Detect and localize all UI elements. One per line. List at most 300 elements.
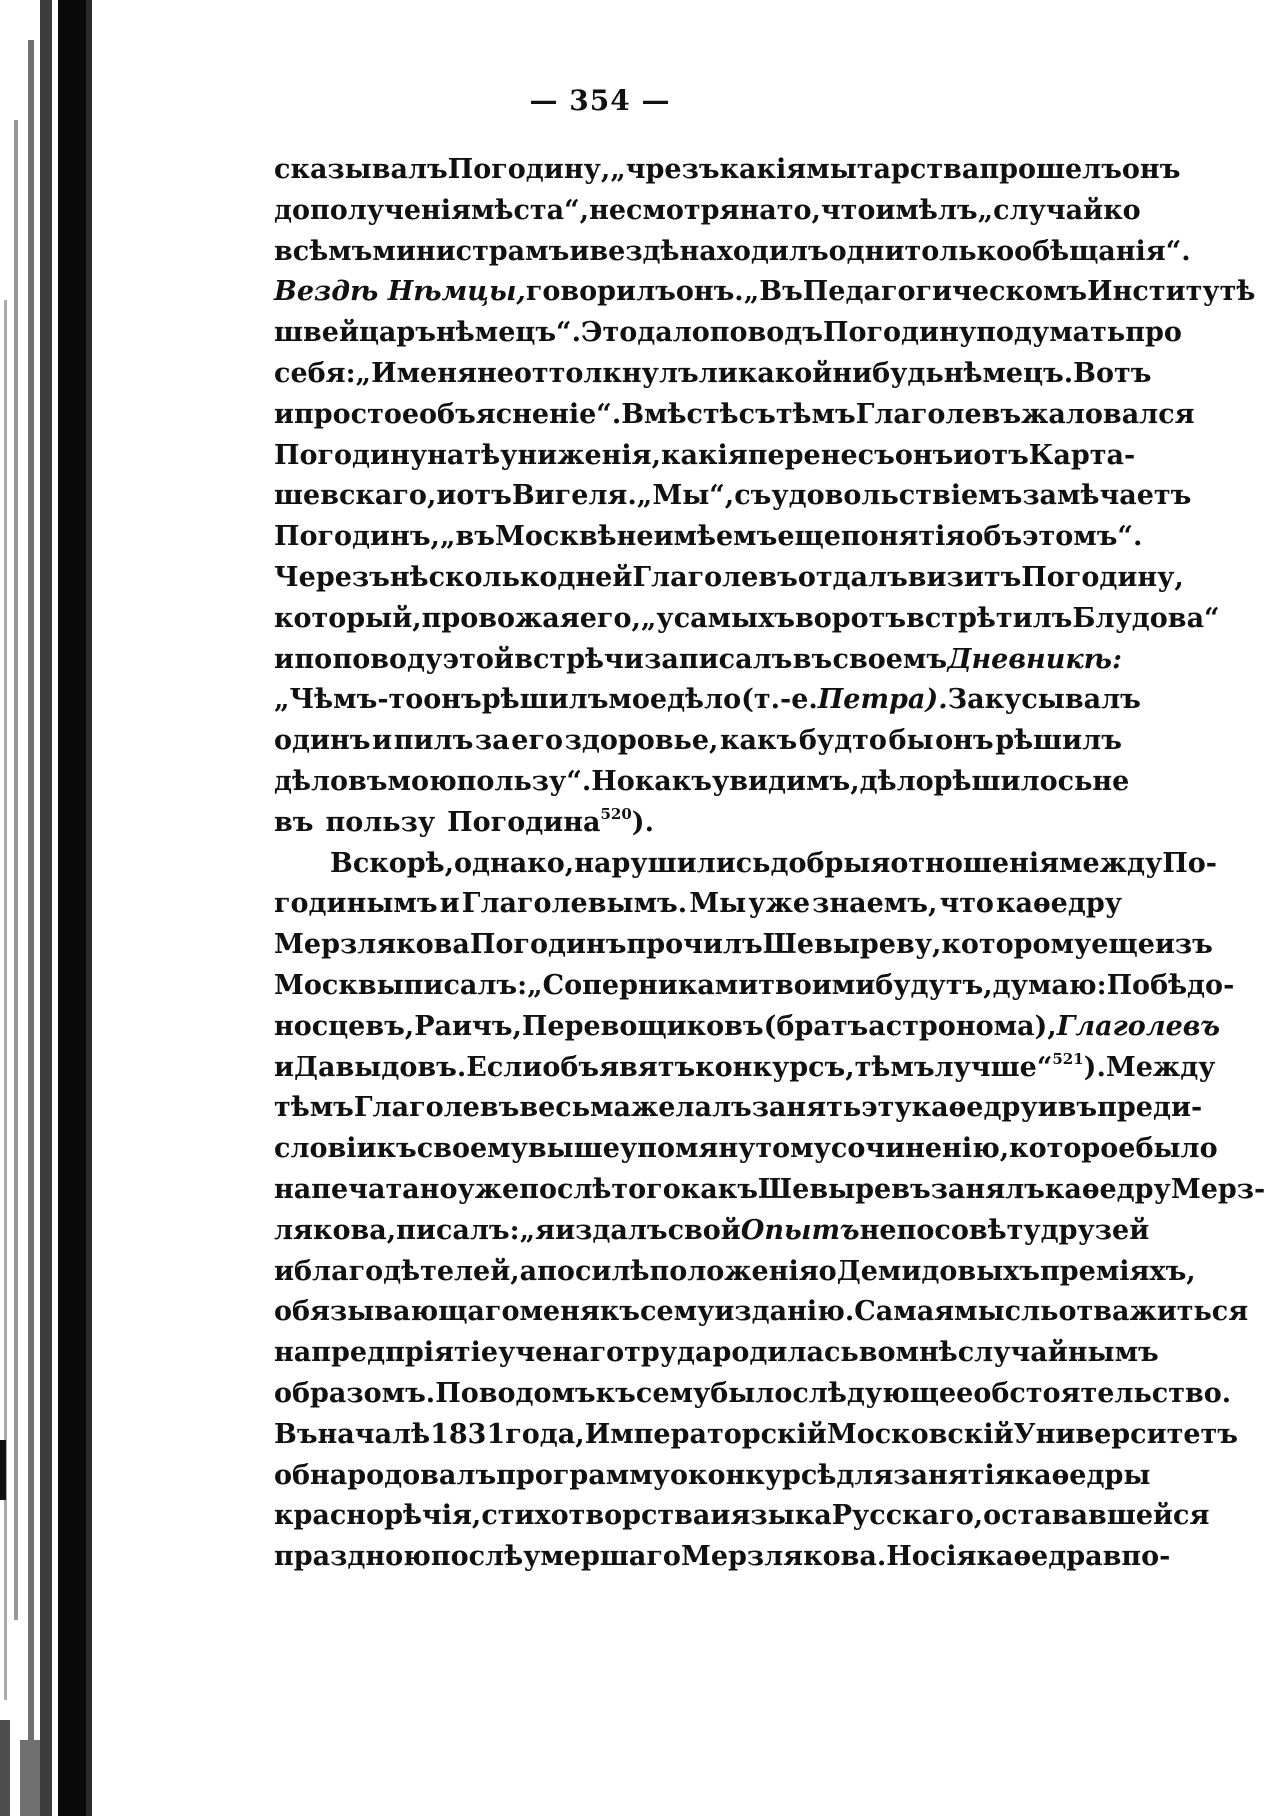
word	[608, 680, 667, 721]
word	[670, 1456, 688, 1497]
word	[695, 1048, 854, 1089]
word	[1057, 1007, 1220, 1048]
word-text: знаемъ,	[812, 888, 938, 920]
text-line	[274, 803, 1122, 844]
word	[792, 1374, 973, 1415]
word-text: ученаго	[498, 1337, 625, 1369]
word	[739, 395, 776, 436]
word-text: было	[1135, 1133, 1218, 1165]
word-text: Вездѣ Нѣмцы,	[274, 276, 526, 308]
text-line	[274, 1292, 1249, 1333]
word	[714, 1292, 854, 1333]
word	[435, 1374, 595, 1415]
word	[640, 1292, 714, 1333]
word-text: Дневникѣ:	[947, 643, 1122, 675]
word	[448, 150, 611, 191]
word	[827, 1415, 1014, 1456]
word	[763, 925, 942, 966]
word-text: преміяхъ,	[1040, 1255, 1196, 1287]
word	[935, 721, 993, 762]
word	[496, 1456, 670, 1497]
word-text: мытарства	[806, 154, 980, 185]
word	[569, 232, 589, 273]
word	[752, 1088, 862, 1129]
word	[897, 1211, 935, 1252]
word	[1107, 966, 1235, 1007]
word-text: „въ	[439, 521, 495, 553]
word	[734, 476, 771, 517]
word	[896, 1333, 958, 1374]
word	[414, 1007, 522, 1048]
word	[635, 762, 712, 803]
word	[973, 1374, 1231, 1415]
word-text: на	[739, 194, 777, 226]
word-text: и	[274, 643, 295, 675]
word	[427, 436, 464, 477]
word	[519, 1170, 611, 1211]
word	[958, 1333, 1159, 1374]
word-text: Мерзлякова	[274, 929, 470, 961]
word-text: не	[1092, 765, 1130, 797]
word-text: пользу“.	[456, 765, 592, 797]
word-text: которому	[941, 929, 1092, 961]
word	[1058, 1088, 1097, 1129]
word-text: еще	[1091, 929, 1155, 961]
word-text: твоими	[758, 969, 876, 1001]
word	[274, 1333, 311, 1374]
word-text: которое	[1009, 1133, 1136, 1165]
word	[274, 191, 310, 232]
word-text: Блудова“	[1072, 602, 1220, 634]
word-text: этомъ“.	[1022, 521, 1143, 553]
word-text: во	[858, 1337, 896, 1369]
word	[764, 1007, 869, 1048]
word-text: Погодину,	[447, 154, 611, 185]
word-text: праздною	[274, 1541, 431, 1573]
word-text: тѣмъ	[775, 398, 856, 430]
word	[860, 1211, 897, 1252]
word	[617, 517, 654, 558]
word	[574, 844, 770, 885]
word-text: удовольствіемъ	[771, 480, 1023, 512]
word-text: и	[274, 398, 295, 430]
word-text: и	[274, 1051, 295, 1083]
text-line	[274, 721, 1122, 762]
word	[1022, 476, 1191, 517]
word	[738, 354, 833, 395]
word-text: на	[274, 1337, 312, 1369]
word-text: какія	[661, 439, 748, 471]
word-text: Московскій	[826, 1418, 1014, 1450]
word-text: каѳедру	[1044, 1173, 1171, 1205]
word	[1014, 1415, 1238, 1456]
word	[965, 517, 1022, 558]
word-text: языка	[730, 1500, 832, 1532]
word-text: каѳедра	[976, 1541, 1103, 1573]
word	[528, 1129, 831, 1170]
word	[856, 395, 1021, 436]
word	[1014, 232, 1191, 273]
word-text: астронома),	[868, 1010, 1057, 1042]
word-text: здоровье,	[564, 725, 719, 757]
word-text: въ	[274, 806, 314, 838]
word-text: Институтѣ	[1087, 276, 1256, 308]
word-text: для	[836, 1459, 894, 1491]
word-text: (т.-е.	[741, 684, 818, 716]
word	[333, 640, 443, 681]
word-text: преди-	[1097, 1092, 1203, 1124]
word-text: будутъ,	[875, 969, 993, 1001]
word	[1059, 844, 1162, 885]
word	[674, 599, 795, 640]
word-text: простое	[294, 398, 420, 430]
word	[831, 1129, 1009, 1170]
body-text	[274, 150, 1265, 1578]
word-text: онъ	[423, 684, 482, 716]
word	[741, 680, 818, 721]
word	[793, 640, 832, 681]
word	[720, 721, 797, 762]
word-text: сему	[640, 1296, 715, 1328]
word	[310, 191, 471, 232]
word	[274, 436, 427, 477]
word	[274, 762, 348, 803]
text-line	[274, 1088, 1203, 1129]
text-line	[274, 476, 1192, 517]
word-text: Петра).	[817, 684, 948, 716]
word-text: вездѣ	[589, 235, 680, 267]
word	[575, 1252, 650, 1293]
word-text: Но	[591, 765, 635, 797]
word	[589, 191, 739, 232]
word-text: Вигеля.	[511, 480, 637, 512]
word	[274, 1048, 294, 1089]
word	[803, 272, 1087, 313]
word	[995, 721, 1122, 762]
word-text: по	[294, 643, 333, 675]
word	[419, 395, 621, 436]
word-text: въ	[1057, 1092, 1098, 1124]
word-text: случайнымъ	[957, 1337, 1159, 1369]
word	[1091, 925, 1155, 966]
word	[514, 640, 644, 681]
word	[527, 966, 758, 1007]
word	[294, 1048, 466, 1089]
word	[621, 395, 738, 436]
word	[836, 1456, 893, 1497]
word	[744, 272, 803, 313]
word-text: носцевъ,	[274, 1010, 415, 1042]
word-text: Демидовыхъ	[836, 1255, 1040, 1287]
word	[632, 558, 797, 599]
word-text: положенія	[649, 1255, 819, 1287]
text-line	[274, 1007, 1221, 1048]
word	[422, 599, 580, 640]
word	[1022, 517, 1142, 558]
word	[941, 925, 1091, 966]
word-text: рѣшилъ	[995, 725, 1122, 757]
word-text: по	[896, 1214, 935, 1246]
word-text: ли	[698, 357, 738, 389]
text-line	[274, 517, 1143, 558]
word	[730, 1496, 831, 1537]
word-text: министрамъ	[372, 235, 570, 267]
word-text: слѣдующее	[792, 1377, 974, 1409]
word	[748, 884, 810, 925]
word-text: по	[537, 1255, 575, 1287]
word-text: благодѣтелей,	[294, 1255, 520, 1287]
word-text: про	[1125, 317, 1182, 349]
word	[668, 1211, 741, 1252]
word	[294, 1252, 520, 1293]
word	[798, 558, 908, 599]
word-text: вышеупомянутому	[527, 1133, 831, 1165]
word-text: меня	[519, 1296, 600, 1328]
word-text: Педагогическомъ	[802, 276, 1088, 308]
word-text: дѣло	[667, 684, 742, 716]
word-text: о	[669, 1459, 688, 1491]
word-text: занять	[751, 1092, 862, 1124]
word	[973, 436, 1028, 477]
word-text: стихотворства	[481, 1500, 711, 1532]
word-text: обстоятельство.	[973, 1377, 1232, 1409]
text-line	[274, 1333, 1159, 1374]
footnote-marker: 520	[600, 804, 632, 823]
word-text: и	[436, 480, 457, 512]
word	[806, 150, 979, 191]
word	[681, 1170, 758, 1211]
word	[818, 680, 948, 721]
word	[477, 354, 514, 395]
word-text: Мерзлякова.	[680, 1541, 887, 1573]
word	[893, 1456, 1014, 1497]
text-line	[274, 599, 1220, 640]
word	[931, 1170, 1045, 1211]
word	[274, 395, 294, 436]
word	[649, 1252, 818, 1293]
word	[294, 395, 419, 436]
word-text: то,	[776, 194, 821, 226]
word-text: сему	[635, 1377, 711, 1409]
word-text: меня	[396, 357, 477, 389]
word	[637, 313, 710, 354]
word	[758, 966, 875, 1007]
word-text: обѣщанія“.	[1014, 235, 1191, 267]
word-text: Погодинъ,	[274, 521, 440, 553]
word-text: себя:	[274, 357, 356, 389]
word	[888, 721, 933, 762]
word-text: провожая	[421, 602, 580, 634]
text-line	[274, 1252, 1196, 1293]
word-text: встрѣчи	[514, 643, 644, 675]
word-text: труда	[624, 1337, 713, 1369]
word	[591, 762, 635, 803]
word	[1045, 1170, 1171, 1211]
word-text: на	[427, 439, 465, 471]
word-text: началѣ	[317, 1418, 431, 1450]
word-text: Карта-	[1028, 439, 1136, 471]
word	[860, 762, 934, 803]
word	[274, 1292, 519, 1333]
word	[397, 354, 477, 395]
text-line	[274, 1456, 1151, 1497]
word	[440, 884, 460, 925]
text-line	[274, 1496, 1210, 1537]
text-line	[274, 232, 1191, 273]
text-line	[274, 884, 1122, 925]
word	[430, 1415, 505, 1456]
word	[1015, 1456, 1151, 1497]
word	[274, 721, 371, 762]
word-text: какой	[737, 357, 833, 389]
word-text: Погодину,	[1021, 561, 1184, 593]
word-text: нѣмецъ“.	[436, 317, 581, 349]
word-text: своему	[416, 1133, 528, 1165]
word-text: нѣмецъ.	[943, 357, 1074, 389]
word	[812, 884, 937, 925]
word	[895, 436, 953, 477]
word-text: друзей	[1040, 1214, 1150, 1246]
word	[829, 232, 905, 273]
word	[978, 191, 1104, 232]
word	[274, 150, 448, 191]
word-text: и	[569, 235, 590, 267]
word	[712, 762, 860, 803]
footnote-close: ).	[1083, 1051, 1106, 1083]
word-text: отдалъ	[797, 561, 908, 593]
word	[644, 640, 792, 681]
word-text: изъ	[1154, 929, 1213, 961]
word-text: По-	[1162, 847, 1217, 879]
word-text: Университетъ	[1013, 1418, 1238, 1450]
word	[983, 1496, 1209, 1537]
word-text: мысль	[954, 1296, 1059, 1328]
word-text: отъ	[456, 480, 512, 512]
word-text: обнародовалъ	[274, 1459, 497, 1491]
word	[777, 191, 821, 232]
word	[417, 1129, 528, 1170]
word	[377, 1129, 417, 1170]
word-text: программу	[496, 1459, 670, 1491]
word-text: Мерз-	[1170, 1173, 1265, 1205]
word-text: воротъ	[794, 602, 907, 634]
word	[610, 150, 719, 191]
word	[890, 844, 1059, 885]
word	[274, 1496, 481, 1537]
word	[443, 640, 514, 681]
word	[274, 1252, 294, 1293]
word	[1162, 844, 1217, 885]
word-text: и	[1037, 1092, 1058, 1124]
word-text: Императорскій	[584, 1418, 827, 1450]
word-text: Раичъ,	[414, 1010, 522, 1042]
text-line	[274, 272, 1256, 313]
word-text: Побѣдо-	[1106, 969, 1235, 1001]
word	[557, 558, 632, 599]
page-number: — 354 —	[529, 84, 671, 117]
word-text: Черезъ	[274, 561, 390, 593]
word-text: совѣту	[934, 1214, 1041, 1246]
word	[447, 803, 654, 844]
word	[482, 680, 609, 721]
word	[912, 1088, 1038, 1129]
word-text: увидимъ,	[711, 765, 860, 797]
word-text: имѣлъ	[875, 194, 978, 226]
word-text: и	[274, 1255, 295, 1287]
word-text: предпріятіе	[311, 1337, 499, 1369]
word	[832, 1496, 983, 1537]
word	[274, 232, 372, 273]
word	[654, 517, 778, 558]
word	[498, 1333, 624, 1374]
word-text: жаловался	[1021, 398, 1195, 430]
word	[1155, 925, 1213, 966]
word	[565, 721, 719, 762]
word-text: того	[611, 1173, 681, 1205]
word-text: „Въ	[743, 276, 803, 308]
word	[1106, 1048, 1216, 1089]
word-text: какія	[719, 154, 807, 185]
word	[522, 1007, 764, 1048]
text-line	[274, 966, 1235, 1007]
word-text: самыхъ	[673, 602, 795, 634]
word-text: тѣмъ	[274, 1092, 354, 1124]
word	[993, 966, 1107, 1007]
word-text: его,	[579, 602, 641, 634]
word	[720, 150, 807, 191]
word-text: нибудь	[832, 357, 944, 389]
word-text: каѳедру	[996, 888, 1122, 920]
word-text: мнѣ	[895, 1337, 958, 1369]
word-text: Погодину	[823, 317, 977, 349]
word-text: пилъ	[393, 725, 474, 757]
word-text: Самая	[854, 1296, 955, 1328]
word	[274, 313, 436, 354]
word	[833, 640, 948, 681]
word-text: и	[439, 888, 460, 920]
word-text: и	[710, 1500, 731, 1532]
word	[930, 1537, 977, 1578]
word	[1009, 1129, 1135, 1170]
word	[274, 1374, 435, 1415]
word-text: поводу	[332, 643, 443, 675]
word-text: Вскорѣ,	[330, 847, 455, 879]
word	[710, 313, 823, 354]
word	[519, 1088, 631, 1129]
word	[274, 1129, 377, 1170]
word-text: оттолкнулъ	[513, 357, 699, 389]
word	[1171, 1170, 1265, 1211]
text-line	[274, 558, 1184, 599]
word	[520, 1252, 538, 1293]
word	[1073, 354, 1151, 395]
word	[636, 1374, 710, 1415]
word-text: конкурсъ,	[695, 1051, 855, 1083]
word-text: сказывалъ	[274, 154, 448, 185]
word-text: мою	[387, 765, 457, 797]
word	[274, 1170, 457, 1211]
word-text: „Мы“,	[636, 480, 735, 512]
text-line	[274, 762, 1130, 803]
word-text: въ	[348, 765, 388, 797]
word-text: умершаго	[523, 1541, 681, 1573]
word	[758, 1170, 931, 1211]
word	[611, 1170, 680, 1211]
word-text: дѣло	[274, 765, 349, 797]
word-text: объ	[965, 521, 1023, 553]
word-text: писалъ:	[403, 969, 528, 1001]
text-line	[274, 395, 1195, 436]
